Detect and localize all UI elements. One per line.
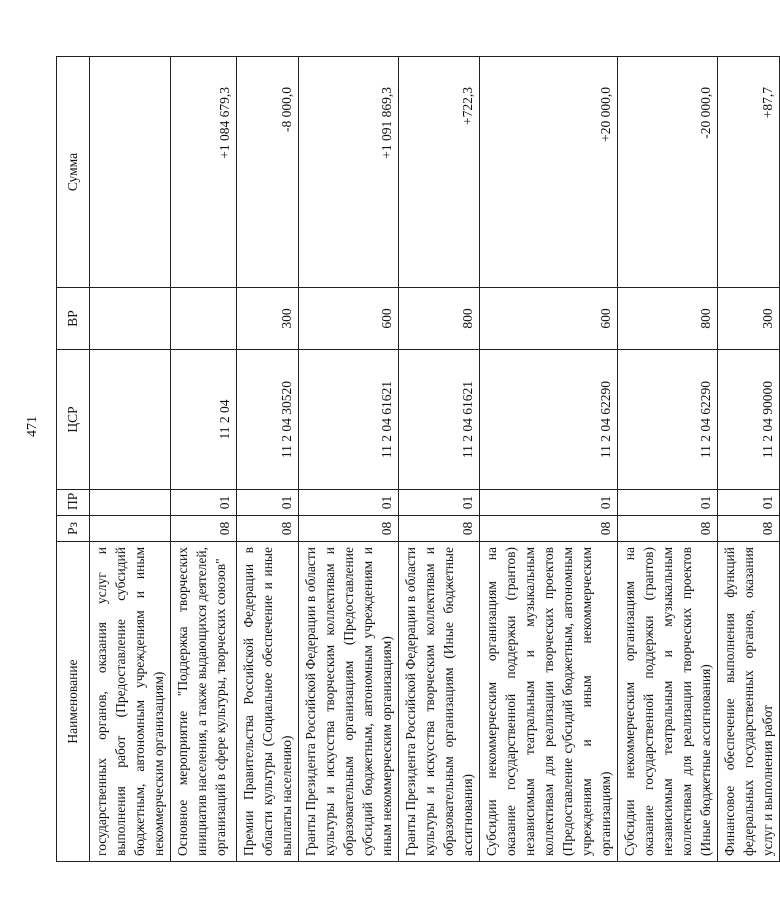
row-pr: 01 xyxy=(171,490,237,516)
table-row xyxy=(237,57,299,862)
row-rz: 08 xyxy=(618,516,718,542)
row-name: Субсидии некоммерческим организациям на оказание государственной поддержки (грантов) независимым театральным и музыкальным коллективам для реализации творческих проектов (Предоставление субсидий бюджетным, автономным учреждениям и иным некоммерческим организациям) xyxy=(480,542,618,862)
header-vr: ВР xyxy=(57,288,90,350)
header-pr: ПР xyxy=(57,490,90,516)
row-vr: 800 xyxy=(399,288,480,350)
table-header-row xyxy=(57,57,90,862)
row-csr: 11 2 04 62290 xyxy=(480,350,618,490)
row-sum: +20 000,0 xyxy=(480,57,618,288)
row-vr: 300 xyxy=(237,288,299,350)
row-csr: 11 2 04 61621 xyxy=(299,350,399,490)
row-rz: 08 xyxy=(718,516,780,542)
row-rz: 08 xyxy=(399,516,480,542)
row-name: Основное мероприятие "Поддержка творческих инициатив населения, а также выдающихся деятелей, организаций в сфере культуры, творческих союзов" xyxy=(171,542,237,862)
row-vr: 600 xyxy=(299,288,399,350)
budget-table xyxy=(56,56,780,862)
table-row xyxy=(399,57,480,862)
row-sum: +1 091 869,3 xyxy=(299,57,399,288)
row-vr: 300 xyxy=(718,288,780,350)
row-sum: +1 084 679,3 xyxy=(171,57,237,288)
rotated-page-content xyxy=(56,57,775,862)
row-name: Финансовое обеспечение выполнения функций федеральных государственных органов, оказания услуг и выполнения работ xyxy=(718,542,780,862)
row-vr: 800 xyxy=(618,288,718,350)
row-rz: 08 xyxy=(171,516,237,542)
row-csr: 11 2 04 xyxy=(171,350,237,490)
row-vr: 600 xyxy=(480,288,618,350)
row-csr: 11 2 04 62290 xyxy=(618,350,718,490)
row-pr: 01 xyxy=(237,490,299,516)
row-sum xyxy=(90,57,171,288)
header-rz: Рз xyxy=(57,516,90,542)
row-rz: 08 xyxy=(299,516,399,542)
row-vr xyxy=(90,288,171,350)
table-row xyxy=(171,57,237,862)
row-rz: 08 xyxy=(237,516,299,542)
row-csr: 11 2 04 61621 xyxy=(399,350,480,490)
page-number: 471 xyxy=(25,416,40,437)
row-csr: 11 2 04 90000 xyxy=(718,350,780,490)
row-rz xyxy=(90,516,171,542)
row-name: Премии Правительства Российской Федерации в области культуры (Социальное обеспечение и иные выплаты населению) xyxy=(237,542,299,862)
row-sum: +87,7 xyxy=(718,57,780,288)
row-pr: 01 xyxy=(299,490,399,516)
row-csr xyxy=(90,350,171,490)
row-rz: 08 xyxy=(480,516,618,542)
row-pr: 01 xyxy=(718,490,780,516)
table-row xyxy=(718,57,780,862)
row-pr: 01 xyxy=(480,490,618,516)
header-csr: ЦСР xyxy=(57,350,90,490)
row-sum: -8 000,0 xyxy=(237,57,299,288)
row-csr: 11 2 04 30520 xyxy=(237,350,299,490)
row-name: государственных органов, оказания услуг и выполнения работ (Предоставление субсидий бюджетным, автономным учреждениям и иным некоммерческим организациям) xyxy=(90,542,171,862)
table-row xyxy=(90,57,171,862)
row-name: Субсидии некоммерческим организациям на оказание государственной поддержки (грантов) независимым театральным и музыкальным коллективам для реализации творческих проектов (Иные бюджетные ассигнования) xyxy=(618,542,718,862)
row-vr xyxy=(171,288,237,350)
header-sum: Сумма xyxy=(57,57,90,288)
table-row xyxy=(618,57,718,862)
row-name: Гранты Президента Российской Федерации в области культуры и искусства творческим коллективам и образовательным организациям (Иные бюджетные ассигнования) xyxy=(399,542,480,862)
header-name: Наименование xyxy=(57,542,90,862)
table-row xyxy=(480,57,618,862)
row-sum: +722,3 xyxy=(399,57,480,288)
row-pr xyxy=(90,490,171,516)
row-name: Гранты Президента Российской Федерации в области культуры и искусства творческим коллективам и образовательным организациям (Предоставление субсидий бюджетным, автономным учреждениям и иным некоммерческим организациям) xyxy=(299,542,399,862)
row-pr: 01 xyxy=(399,490,480,516)
row-pr: 01 xyxy=(618,490,718,516)
row-sum: -20 000,0 xyxy=(618,57,718,288)
table-row xyxy=(299,57,399,862)
